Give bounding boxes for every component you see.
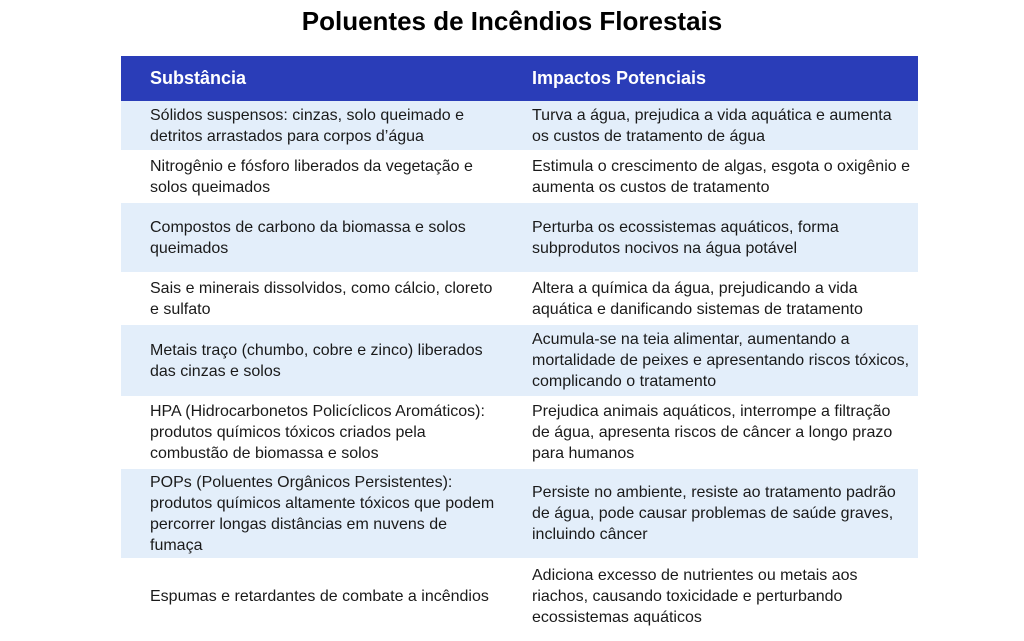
substance-cell: Metais traço (chumbo, cobre e zinco) liberados das cinzas e solos (150, 341, 483, 380)
table-row (121, 325, 918, 396)
impacts-cell: Turva a água, prejudica a vida aquática e aumenta os custos de tratamento de água (532, 106, 892, 145)
impacts-cell: Perturba os ecossistemas aquáticos, forma subprodutos nocivos na água potável (532, 218, 839, 257)
header-impacts: Impactos Potenciais (532, 68, 707, 88)
table-row (121, 203, 918, 272)
substance-cell: Sólidos suspensos: cinzas, solo queimado e detritos arrastados para corpos d’água (150, 106, 464, 145)
page-title: Poluentes de Incêndios Florestais (301, 6, 723, 36)
table-row (121, 152, 918, 201)
substance-cell: Espumas e retardantes de combate a incêndios (150, 587, 489, 605)
substance-cell: Nitrogênio e fósforo liberados da vegetação e solos queimados (150, 157, 473, 196)
table-row (121, 398, 918, 467)
substance-cell: Compostos de carbono da biomassa e solos queimados (150, 218, 466, 257)
table-header (121, 56, 918, 101)
table-row (121, 560, 918, 632)
pollutants-table (121, 56, 918, 632)
impacts-cell: Adiciona excesso de nutrientes ou metais aos riachos, causando toxicidade e perturbando ecossistemas aquáticos (532, 566, 858, 626)
impacts-cell: Estimula o crescimento de algas, esgota o oxigênio e aumenta os custos de tratamento (532, 157, 910, 196)
impacts-cell: Prejudica animais aquáticos, interrompe a filtração de água, apresenta riscos de câncer a longo prazo para humanos (532, 403, 893, 462)
impacts-cell: Acumula-se na teia alimentar, aumentando a mortalidade de peixes e apresentando riscos tóxicos, complicando o tratamento (532, 331, 910, 390)
impacts-cell: Altera a química da água, prejudicando a vida aquática e danificando sistemas de tratamento (532, 279, 863, 318)
table-row (121, 274, 918, 323)
substance-cell: POPs (Poluentes Orgânicos Persistentes): produtos químicos altamente tóxicos que podem percorrer longas distâncias em nuvens de fumaça (150, 473, 495, 554)
table-row (121, 469, 918, 558)
header-substance: Substância (150, 68, 247, 88)
substance-cell: Sais e minerais dissolvidos, como cálcio, cloreto e sulfato (150, 279, 493, 318)
impacts-cell: Persiste no ambiente, resiste ao tratamento padrão de água, pode causar problemas de saúde graves, incluindo câncer (532, 484, 896, 543)
substance-cell: HPA (Hidrocarbonetos Policíclicos Aromáticos): produtos químicos tóxicos criados pela combustão de biomassa e solos (150, 403, 485, 462)
table-row (121, 101, 918, 150)
